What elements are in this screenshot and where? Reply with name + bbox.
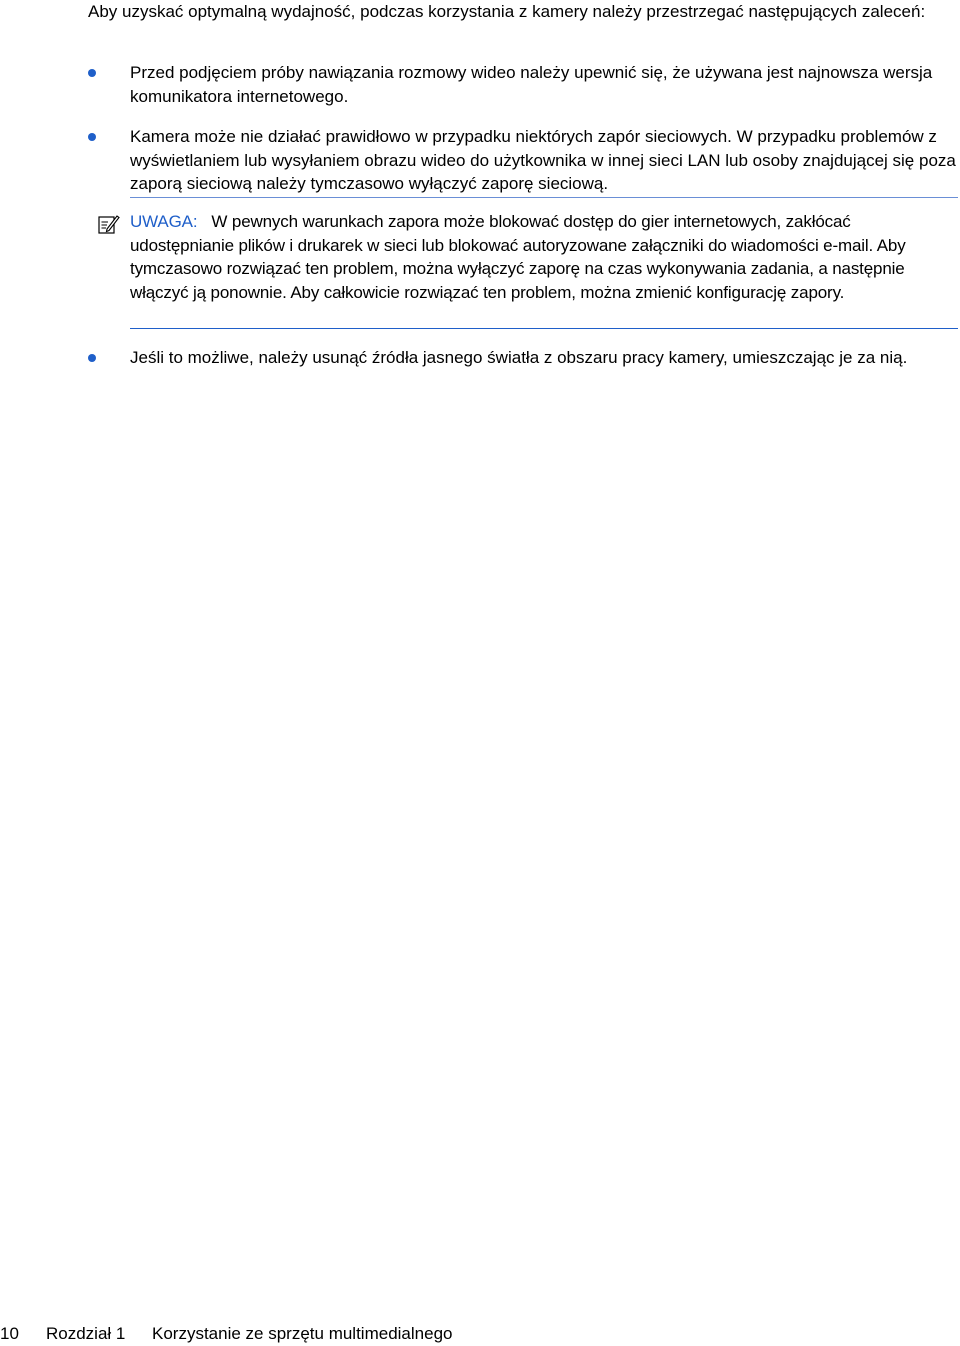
list-item [130, 125, 958, 196]
note-body [130, 210, 958, 304]
list-item-text: Jeśli to możliwe, należy usunąć źródła jasnego światła z obszaru pracy kamery, umieszczając je za nią. [130, 348, 908, 367]
note-divider-top [130, 197, 958, 198]
bullet-dot-icon [88, 354, 96, 362]
recommendation-list [0, 0, 960, 420]
chapter-title: Korzystanie ze sprzętu multimedialnego [152, 1324, 453, 1343]
intro-paragraph: Aby uzyskać optymalną wydajność, podczas korzystania z kamery należy przestrzegać następujących zaleceń: [88, 2, 926, 21]
note-text: W pewnych warunkach zapora może blokować dostęp do gier internetowych, zakłócać udostępnianie plików i drukarek w sieci lub blokować autoryzowane załączniki do wiadomości e-mail. Aby tymczasowo rozwiązać ten problem, można wyłączyć zaporę na czas wykonywania zadania, a następnie włączyć ją ponownie. Aby całkowicie rozwiązać ten problem, można zmienić konfigurację zapory. [130, 212, 906, 302]
note-divider-bottom [130, 328, 958, 329]
list-item-text: Przed podjęciem próby nawiązania rozmowy wideo należy upewnić się, że używana jest najnowsza wersja komunikatora internetowego. [130, 63, 933, 106]
note-label: UWAGA: [130, 212, 198, 231]
list-item [130, 61, 958, 108]
list-item [130, 346, 958, 370]
page-number: 10 [0, 1324, 19, 1343]
bullet-dot-icon [88, 133, 96, 141]
chapter-label: Rozdział 1 [46, 1324, 126, 1343]
page-footer [0, 1322, 960, 1346]
bullet-dot-icon [88, 69, 96, 77]
note-pencil-icon [98, 214, 120, 234]
list-item-text: Kamera może nie działać prawidłowo w przypadku niektórych zapór sieciowych. W przypadku problemów z wyświetlaniem lub wysyłaniem obrazu wideo do użytkownika w innej sieci LAN lub osoby znajdującej się poza zaporą sieciową należy tymczasowo wyłączyć zaporę sieciową. [130, 127, 956, 193]
note-box [98, 210, 958, 328]
